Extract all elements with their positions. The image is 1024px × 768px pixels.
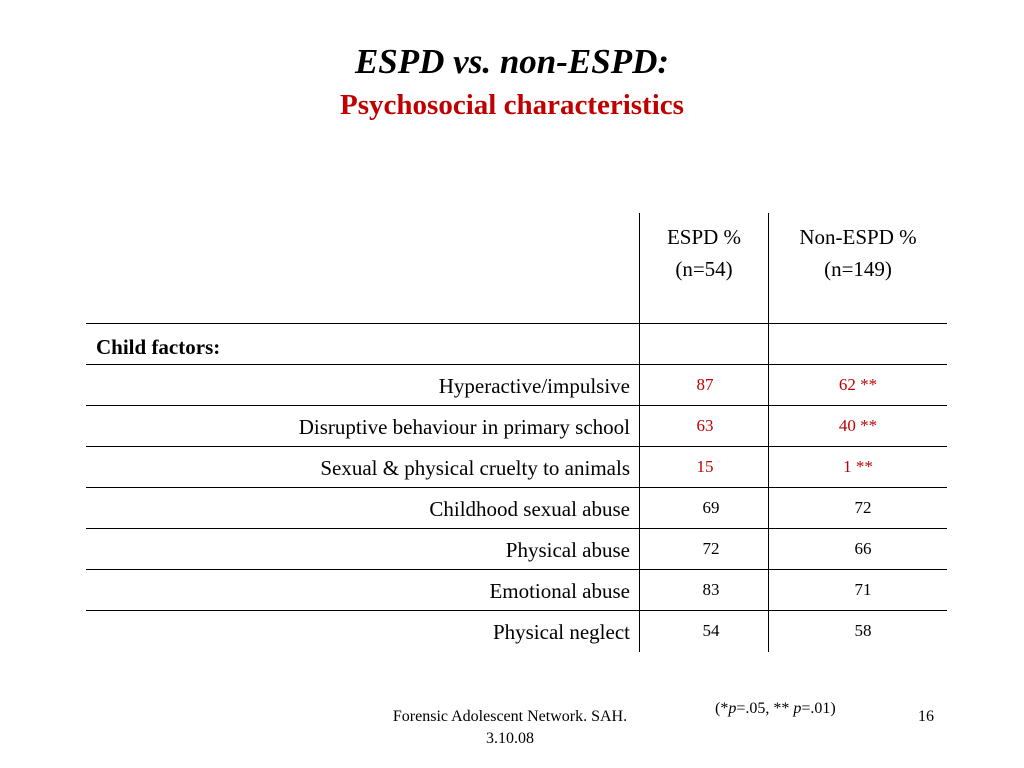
non-espd-value: 62 **	[838, 375, 878, 394]
column-header-non-espd	[769, 221, 947, 285]
row-label: Emotional abuse	[489, 579, 630, 603]
significance-footnote: (*p=.05, ** p=.01)	[715, 700, 836, 717]
non-espd-value: 40 **	[838, 416, 878, 435]
row-divider	[86, 323, 947, 324]
row-divider	[86, 610, 947, 611]
espd-value: 72	[702, 539, 720, 558]
row-divider	[86, 487, 947, 488]
row-label: Hyperactive/impulsive	[438, 374, 630, 398]
column-header-espd-n: (n=54)	[675, 257, 733, 281]
footer-line-2: 3.10.08	[486, 730, 534, 747]
espd-value: 69	[702, 498, 720, 517]
row-divider	[86, 569, 947, 570]
row-label: Physical neglect	[492, 620, 630, 644]
row-divider	[86, 528, 947, 529]
column-header-non-espd-n: (n=149)	[824, 257, 892, 281]
non-espd-value: 66	[854, 539, 872, 558]
row-label: Physical abuse	[505, 538, 630, 562]
non-espd-value: 71	[854, 580, 872, 599]
espd-value: 63	[696, 416, 714, 435]
column-header-non-espd-label: Non-ESPD %	[799, 225, 917, 249]
page-number: 16	[918, 708, 934, 725]
espd-value: 83	[702, 580, 720, 599]
row-divider	[86, 405, 947, 406]
row-divider	[86, 364, 947, 365]
column-header-espd-label: ESPD %	[666, 225, 742, 249]
row-divider	[86, 446, 947, 447]
non-espd-value: 72	[854, 498, 872, 517]
non-espd-value: 1 **	[843, 457, 873, 476]
row-label: Sexual & physical cruelty to animals	[320, 456, 630, 480]
section-label-child-factors: Child factors:	[96, 335, 221, 359]
espd-value: 15	[696, 457, 714, 476]
espd-value: 54	[702, 621, 720, 640]
slide-subtitle: Psychosocial characteristics	[340, 89, 684, 121]
row-label: Disruptive behaviour in primary school	[298, 415, 630, 439]
espd-value: 87	[696, 375, 714, 394]
row-label: Childhood sexual abuse	[429, 497, 630, 521]
footer-line-1: Forensic Adolescent Network. SAH.	[392, 708, 628, 725]
slide-footer	[350, 706, 670, 750]
non-espd-value: 58	[854, 621, 872, 640]
column-header-espd	[640, 221, 768, 285]
slide-title: ESPD vs. non-ESPD:	[354, 42, 670, 81]
